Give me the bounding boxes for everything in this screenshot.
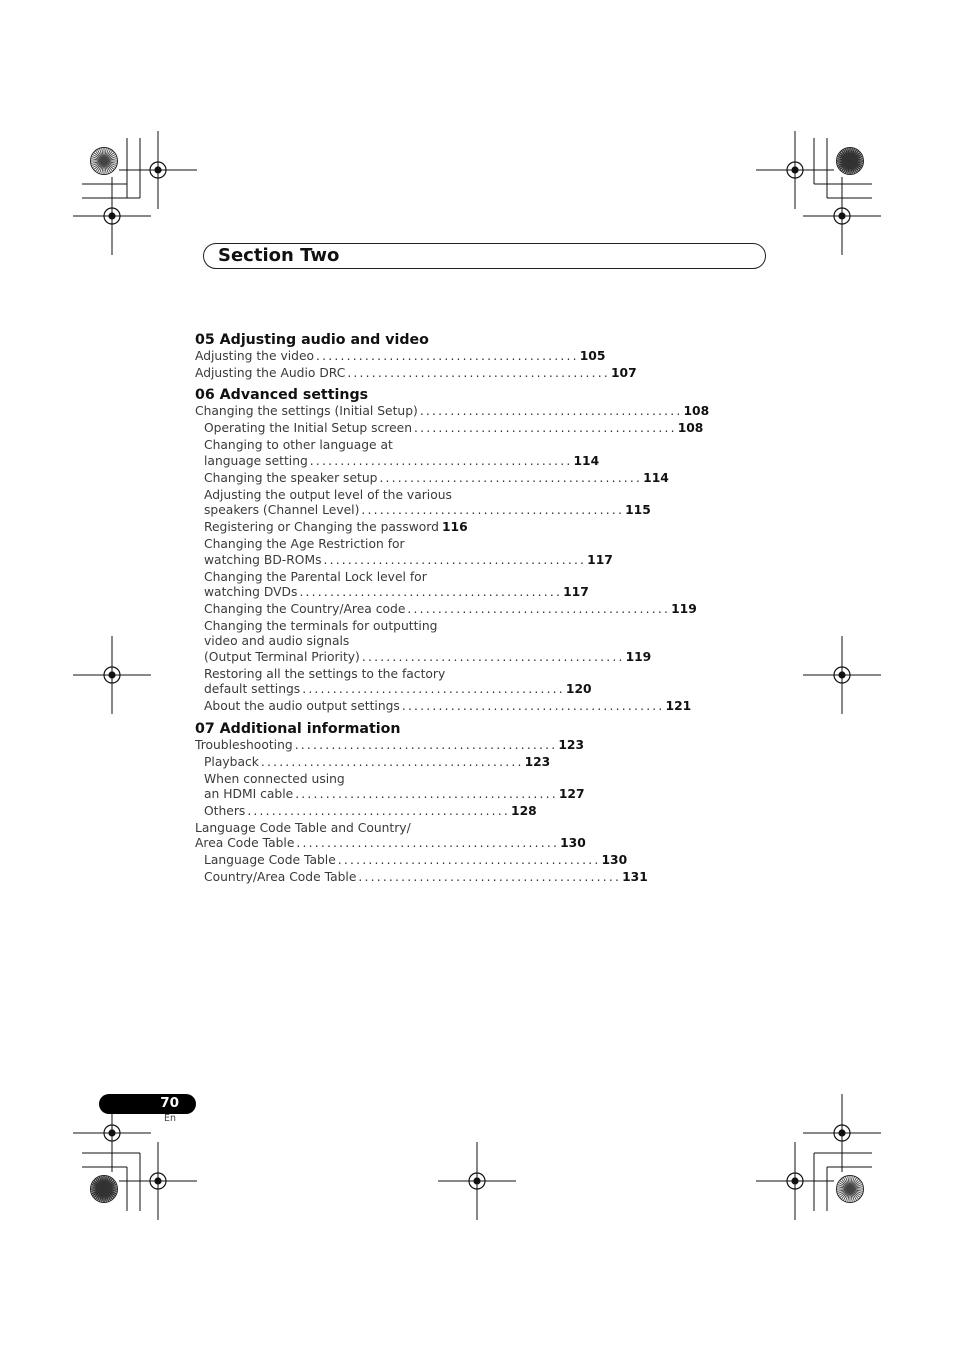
toc-entry-title: an HDMI cable	[204, 787, 294, 802]
page-number-tab	[99, 1094, 196, 1114]
toc-entry[interactable]	[195, 737, 585, 753]
crosshair-tr-2	[803, 177, 881, 255]
toc-page-number: 119	[625, 649, 652, 664]
toc-entry[interactable]	[195, 804, 537, 819]
toc-page-number: 131	[622, 870, 648, 885]
toc-entry-title-line: Language Code Table and Country/	[195, 821, 411, 836]
toc-entry[interactable]	[195, 699, 692, 714]
toc-entry[interactable]	[195, 470, 669, 486]
dot-leader: ...........................................	[337, 853, 601, 868]
toc-entry[interactable]	[195, 619, 652, 665]
toc-page-number: 130	[601, 853, 628, 868]
toc-entry[interactable]	[195, 366, 637, 381]
dot-leader: ...........................................	[407, 602, 671, 617]
dot-leader: ...........................................	[414, 421, 677, 436]
dot-leader: ...........................................	[260, 754, 524, 769]
toc-page-number: 121	[665, 699, 692, 714]
toc-page-number: 114	[573, 453, 600, 468]
toc-entry[interactable]	[195, 853, 628, 868]
language-code: En	[164, 1113, 177, 1124]
dot-leader: ...........................................	[323, 552, 587, 567]
toc-entry-title: Adjusting the video	[195, 349, 315, 363]
dot-leader: ...........................................	[361, 649, 625, 664]
toc-entry-title-line: Changing to other language at	[204, 438, 393, 453]
dot-leader: ...........................................	[361, 503, 625, 518]
toc-entry-title: watching BD-ROMs	[204, 552, 322, 567]
toc-entry-title: language setting	[204, 453, 308, 468]
toc-page-number: 119	[671, 602, 697, 617]
toc-section-heading: 06 Advanced settings	[195, 387, 369, 404]
dot-leader: ...........................................	[309, 453, 573, 468]
toc-page-number: 117	[563, 585, 589, 600]
toc-entry-title: Adjusting the Audio DRC	[195, 366, 346, 380]
toc-entry-title: speakers (Channel Level)	[204, 503, 360, 518]
toc-entry-title-line: video and audio signals	[204, 634, 350, 649]
toc-entry[interactable]	[195, 569, 589, 601]
toc-entry-title-line: Changing the Parental Lock level for	[204, 569, 427, 584]
dot-leader: ...........................................	[379, 470, 643, 485]
toc-entry-title: default settings	[204, 682, 301, 697]
dot-leader: ...........................................	[316, 349, 579, 363]
toc-entry-title: Area Code Table	[195, 836, 295, 851]
crosshair-br-1	[803, 1094, 881, 1172]
dot-leader: ...........................................	[296, 836, 560, 851]
starburst-top-right	[837, 148, 864, 175]
toc-entry-title: Language Code Table	[204, 853, 336, 868]
toc-entry[interactable]	[195, 870, 648, 885]
crosshair-tl-2	[73, 177, 151, 255]
dot-leader: ...........................................	[347, 366, 610, 380]
toc-entry[interactable]	[195, 771, 585, 803]
crosshair-bl-2	[119, 1142, 197, 1220]
toc-entry-title: Changing the Country/Area code	[204, 602, 406, 617]
starburst-bottom-left	[91, 1176, 118, 1203]
toc-page-number: 115	[625, 503, 651, 518]
toc-entry-title: watching DVDs	[204, 585, 298, 600]
toc-entry[interactable]	[195, 520, 468, 535]
toc-entry[interactable]	[195, 602, 697, 617]
toc-page-number: 123	[558, 737, 585, 752]
toc-entry[interactable]	[195, 537, 613, 568]
toc-entry[interactable]	[195, 349, 606, 364]
toc-entry-title: Operating the Initial Setup screen	[204, 421, 412, 436]
table-of-contents	[195, 331, 710, 887]
toc-page-number: 117	[587, 552, 613, 567]
dot-leader: ...........................................	[401, 699, 665, 714]
toc-section-heading: 05 Adjusting audio and video	[195, 332, 429, 348]
toc-entry-title-line: Changing the Age Restriction for	[204, 537, 405, 552]
toc-entry-title: Registering or Changing the password	[204, 520, 439, 535]
toc-entry-title-line: When connected using	[204, 771, 345, 786]
toc-entry[interactable]	[195, 421, 704, 436]
crosshair-mid-left	[73, 636, 151, 714]
toc-entry-title: Troubleshooting	[195, 737, 293, 752]
crosshair-tr-1	[756, 131, 834, 209]
dot-leader: ...........................................	[299, 585, 563, 600]
toc-page-number: 120	[565, 682, 592, 697]
toc-page-number: 108	[683, 404, 710, 419]
toc-entry[interactable]	[195, 666, 592, 698]
toc-entry-title: Others	[204, 804, 246, 819]
crosshair-mid-right	[803, 636, 881, 714]
dot-leader: ...........................................	[358, 870, 622, 885]
toc-entry-title-line: Changing the terminals for outputting	[204, 619, 438, 634]
starburst-top-left	[91, 148, 118, 175]
toc-section-heading: 07 Additional information	[195, 720, 401, 737]
toc-page-number: 123	[524, 754, 551, 769]
crosshair-tl-1	[119, 131, 197, 209]
section-header	[203, 243, 766, 269]
toc-page-number: 107	[611, 366, 637, 380]
toc-entry[interactable]	[195, 487, 651, 519]
toc-page-number: 105	[579, 349, 606, 363]
toc-entry-title: Changing the settings (Initial Setup)	[195, 404, 418, 419]
toc-entry-title: Playback	[204, 754, 259, 769]
dot-leader: ...........................................	[294, 737, 558, 752]
toc-entry-title-line: Adjusting the output level of the various	[204, 487, 452, 502]
toc-entry[interactable]	[195, 754, 551, 770]
toc-entry[interactable]	[195, 438, 600, 469]
dot-leader: ...........................................	[419, 404, 683, 419]
toc-entry[interactable]	[195, 821, 586, 852]
crosshair-bottom-center	[438, 1142, 516, 1220]
dot-leader: ...........................................	[247, 804, 511, 819]
toc-page-number: 128	[511, 804, 537, 819]
toc-page-number: 108	[677, 421, 704, 436]
toc-entry-title: About the audio output settings	[204, 699, 400, 714]
toc-entry-title-line: Restoring all the settings to the factory	[204, 666, 446, 681]
crosshair-br-2	[756, 1142, 834, 1220]
starburst-bottom-right	[837, 1176, 864, 1203]
toc-entry-title: Changing the speaker setup	[204, 470, 378, 485]
toc-page-number: 114	[643, 470, 669, 485]
toc-entry-title: (Output Terminal Priority)	[204, 649, 360, 664]
page-number: 70	[160, 1095, 179, 1111]
toc-page-number: 116	[441, 520, 468, 535]
toc-page-number: 130	[560, 836, 586, 851]
dot-leader: ...........................................	[295, 787, 558, 802]
toc-entry-title: Country/Area Code Table	[204, 870, 357, 885]
dot-leader: ...........................................	[302, 682, 565, 697]
section-title: Section Two	[218, 245, 340, 266]
toc-page-number: 127	[558, 787, 585, 802]
toc-entry[interactable]	[195, 404, 710, 419]
